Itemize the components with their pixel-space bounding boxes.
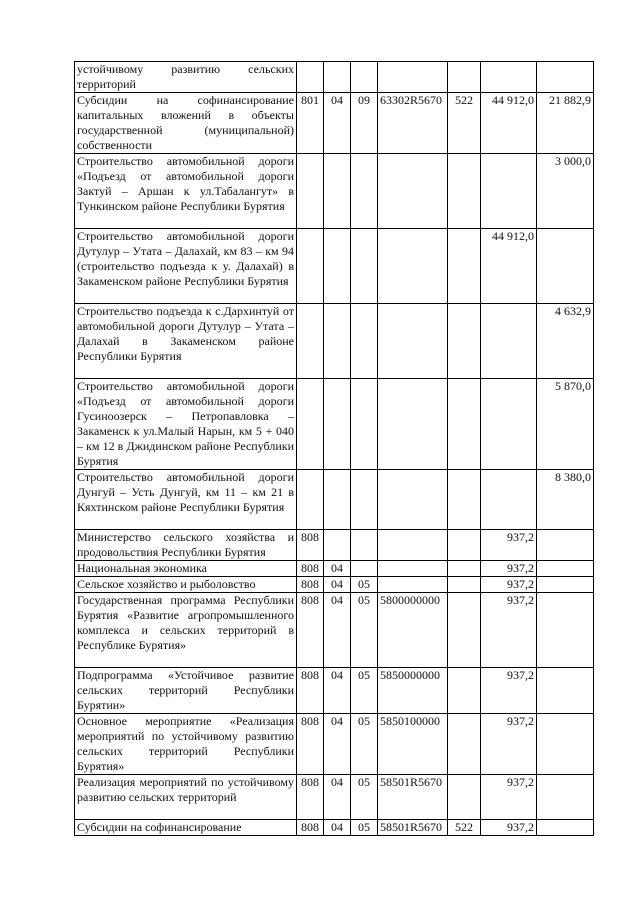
section-code-cell: [324, 62, 351, 93]
target-article-cell: [378, 304, 448, 379]
expense-type-cell: [448, 593, 481, 668]
grbs-code-cell: 808: [297, 593, 324, 668]
amount-year2-cell: [537, 714, 594, 775]
row-name-cell: устойчивому развитию сельских территорий: [75, 62, 297, 93]
row-name-cell: Строительство автомобильной дороги «Подъезд от автомобильной дороги Гусиноозерск – Петропавловка – Закаменск к ул.Малый Нарын, км 5 + 040 – км 12 в Джидинском районе Республики Бурятия: [75, 379, 297, 470]
amount-year1-cell: 937,2: [481, 668, 537, 714]
expense-type-cell: [448, 530, 481, 561]
table-row: [75, 593, 594, 668]
table-row: [75, 93, 594, 154]
target-article-cell: [378, 154, 448, 229]
table-row: [75, 561, 594, 577]
grbs-code-cell: [297, 379, 324, 470]
row-name-cell: Субсидии на софинансирование капитальных вложений в объекты государственной (муниципальной) собственности: [75, 93, 297, 154]
subsection-code-cell: 05: [351, 577, 378, 593]
table-row: [75, 668, 594, 714]
subsection-code-cell: 05: [351, 593, 378, 668]
grbs-code-cell: [297, 62, 324, 93]
target-article-cell: 58501R5670: [378, 775, 448, 820]
table-row: [75, 714, 594, 775]
target-article-cell: [378, 561, 448, 577]
grbs-code-cell: 808: [297, 820, 324, 836]
subsection-code-cell: [351, 530, 378, 561]
amount-year2-cell: [537, 530, 594, 561]
section-code-cell: 04: [324, 820, 351, 836]
amount-year1-cell: [481, 304, 537, 379]
amount-year2-cell: 4 632,9: [537, 304, 594, 379]
section-code-cell: 04: [324, 775, 351, 820]
expense-type-cell: [448, 379, 481, 470]
document-page: [74, 61, 594, 836]
amount-year1-cell: [481, 62, 537, 93]
subsection-code-cell: 05: [351, 714, 378, 775]
expense-type-cell: [448, 62, 481, 93]
section-code-cell: 04: [324, 561, 351, 577]
row-name-cell: Основное мероприятие «Реализация мероприятий по устойчивому развитию сельских территорий Республики Бурятия»: [75, 714, 297, 775]
amount-year1-cell: 44 912,0: [481, 229, 537, 304]
subsection-code-cell: 05: [351, 775, 378, 820]
expense-type-cell: [448, 304, 481, 379]
table-body: [75, 62, 594, 836]
row-name-cell: Строительство автомобильной дороги «Подъезд от автомобильной дороги Зактуй – Аршан к ул.Табалангут» в Тункинском районе Республики Бурятия: [75, 154, 297, 229]
row-name-cell: Реализация мероприятий по устойчивому развитию сельских территорий: [75, 775, 297, 820]
expense-type-cell: [448, 775, 481, 820]
subsection-code-cell: [351, 379, 378, 470]
expense-type-cell: [448, 229, 481, 304]
amount-year2-cell: 8 380,0: [537, 470, 594, 530]
row-name-cell: Национальная экономика: [75, 561, 297, 577]
table-row: [75, 154, 594, 229]
grbs-code-cell: 801: [297, 93, 324, 154]
amount-year2-cell: [537, 820, 594, 836]
target-article-cell: [378, 379, 448, 470]
target-article-cell: 5850100000: [378, 714, 448, 775]
grbs-code-cell: [297, 304, 324, 379]
row-name-cell: Строительство автомобильной дороги Дунгуй – Усть Дунгуй, км 11 – км 21 в Кяхтинском районе Республики Бурятия: [75, 470, 297, 530]
table-row: [75, 229, 594, 304]
target-article-cell: 63302R5670: [378, 93, 448, 154]
amount-year2-cell: [537, 775, 594, 820]
grbs-code-cell: [297, 470, 324, 530]
target-article-cell: [378, 470, 448, 530]
section-code-cell: [324, 470, 351, 530]
expense-type-cell: [448, 577, 481, 593]
table-row: [75, 820, 594, 836]
expense-type-cell: [448, 714, 481, 775]
amount-year1-cell: [481, 379, 537, 470]
amount-year1-cell: 937,2: [481, 561, 537, 577]
row-name-cell: Строительство автомобильной дороги Дутулур – Утата – Далахай, км 83 – км 94 (строительство подъезда к у. Далахай) в Закаменском районе Республики Бурятия: [75, 229, 297, 304]
subsection-code-cell: 05: [351, 668, 378, 714]
grbs-code-cell: 808: [297, 577, 324, 593]
amount-year2-cell: 5 870,0: [537, 379, 594, 470]
amount-year2-cell: [537, 668, 594, 714]
amount-year2-cell: [537, 577, 594, 593]
section-code-cell: 04: [324, 714, 351, 775]
expense-type-cell: [448, 154, 481, 229]
table-row: [75, 775, 594, 820]
expense-type-cell: 522: [448, 93, 481, 154]
table-row: [75, 470, 594, 530]
amount-year1-cell: 937,2: [481, 577, 537, 593]
subsection-code-cell: 05: [351, 820, 378, 836]
amount-year2-cell: [537, 62, 594, 93]
section-code-cell: [324, 229, 351, 304]
budget-table: [74, 61, 594, 836]
section-code-cell: 04: [324, 668, 351, 714]
section-code-cell: 04: [324, 593, 351, 668]
subsection-code-cell: [351, 62, 378, 93]
amount-year2-cell: [537, 561, 594, 577]
amount-year1-cell: 937,2: [481, 714, 537, 775]
expense-type-cell: [448, 470, 481, 530]
amount-year2-cell: [537, 229, 594, 304]
section-code-cell: [324, 154, 351, 229]
subsection-code-cell: 09: [351, 93, 378, 154]
table-row: [75, 62, 594, 93]
row-name-cell: Министерство сельского хозяйства и продовольствия Республики Бурятия: [75, 530, 297, 561]
target-article-cell: [378, 577, 448, 593]
table-row: [75, 577, 594, 593]
row-name-cell: Субсидии на софинансирование: [75, 820, 297, 836]
table-row: [75, 379, 594, 470]
grbs-code-cell: 808: [297, 530, 324, 561]
amount-year2-cell: [537, 593, 594, 668]
target-article-cell: 5850000000: [378, 668, 448, 714]
section-code-cell: 04: [324, 577, 351, 593]
target-article-cell: 5800000000: [378, 593, 448, 668]
amount-year1-cell: [481, 470, 537, 530]
amount-year1-cell: [481, 154, 537, 229]
row-name-cell: Государственная программа Республики Бурятия «Развитие агропромышленного комплекса и сельских территорий в Республике Бурятия»: [75, 593, 297, 668]
amount-year1-cell: 937,2: [481, 530, 537, 561]
row-name-cell: Сельское хозяйство и рыболовство: [75, 577, 297, 593]
amount-year1-cell: 937,2: [481, 775, 537, 820]
section-code-cell: [324, 530, 351, 561]
target-article-cell: [378, 62, 448, 93]
subsection-code-cell: [351, 154, 378, 229]
amount-year1-cell: 937,2: [481, 820, 537, 836]
table-row: [75, 304, 594, 379]
subsection-code-cell: [351, 304, 378, 379]
target-article-cell: [378, 530, 448, 561]
grbs-code-cell: 808: [297, 668, 324, 714]
grbs-code-cell: 808: [297, 714, 324, 775]
expense-type-cell: [448, 561, 481, 577]
amount-year2-cell: 3 000,0: [537, 154, 594, 229]
subsection-code-cell: [351, 561, 378, 577]
grbs-code-cell: [297, 154, 324, 229]
amount-year1-cell: 937,2: [481, 593, 537, 668]
expense-type-cell: [448, 668, 481, 714]
section-code-cell: [324, 379, 351, 470]
target-article-cell: 58501R5670: [378, 820, 448, 836]
section-code-cell: 04: [324, 93, 351, 154]
subsection-code-cell: [351, 229, 378, 304]
target-article-cell: [378, 229, 448, 304]
row-name-cell: Подпрограмма «Устойчивое развитие сельских территорий Республики Бурятии»: [75, 668, 297, 714]
grbs-code-cell: 808: [297, 775, 324, 820]
section-code-cell: [324, 304, 351, 379]
grbs-code-cell: 808: [297, 561, 324, 577]
subsection-code-cell: [351, 470, 378, 530]
row-name-cell: Строительство подъезда к с.Дархинтуй от автомобильной дороги Дутулур – Утата – Далахай в Закаменском районе Республики Бурятия: [75, 304, 297, 379]
expense-type-cell: 522: [448, 820, 481, 836]
amount-year2-cell: 21 882,9: [537, 93, 594, 154]
amount-year1-cell: 44 912,0: [481, 93, 537, 154]
table-row: [75, 530, 594, 561]
grbs-code-cell: [297, 229, 324, 304]
